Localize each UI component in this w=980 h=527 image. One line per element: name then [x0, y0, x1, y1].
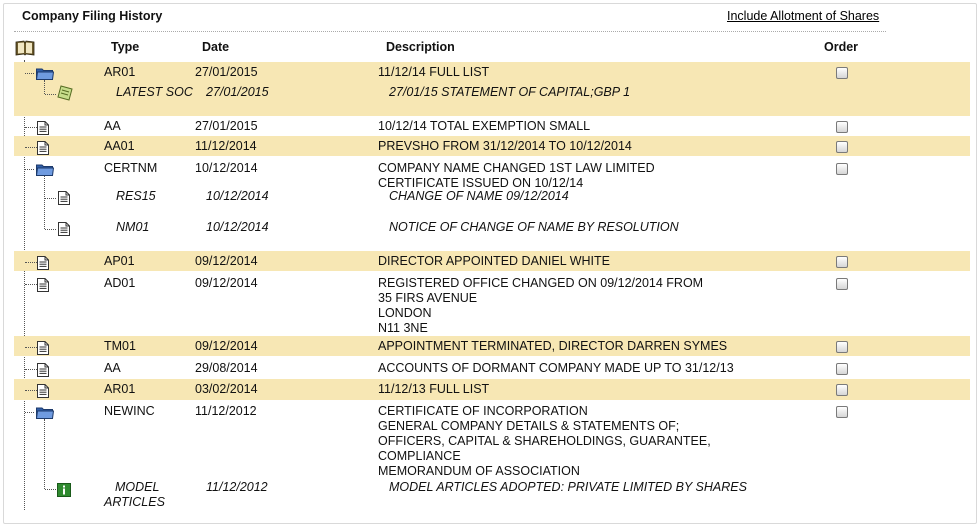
tree-branch-line	[25, 284, 37, 285]
document-icon[interactable]	[58, 222, 70, 236]
subtree-branch-line	[45, 229, 56, 230]
column-header-date[interactable]: Date	[202, 40, 230, 54]
child-filing-date: 10/12/2014	[206, 189, 269, 203]
filing-description: 10/12/14 TOTAL EXEMPTION SMALL	[378, 119, 591, 133]
filing-date: 27/01/2015	[195, 119, 258, 133]
child-filing-type: LATEST SOC	[116, 85, 193, 99]
column-header-type[interactable]: Type	[111, 40, 140, 54]
filing-date: 09/12/2014	[195, 276, 258, 290]
table-row[interactable]	[14, 379, 970, 400]
filing-date: 09/12/2014	[195, 254, 258, 268]
order-checkbox[interactable]	[836, 121, 848, 133]
filing-type: TM01	[104, 339, 136, 353]
filing-type: NEWINC	[104, 404, 155, 418]
document-icon[interactable]	[37, 121, 49, 135]
filing-type: AA	[104, 119, 121, 133]
child-filing-description: MODEL ARTICLES ADOPTED: PRIVATE LIMITED BY SHARES	[389, 480, 747, 494]
filing-date: 03/02/2014	[195, 382, 258, 396]
child-filing-type: RES15	[116, 189, 156, 203]
order-checkbox[interactable]	[836, 141, 848, 153]
filing-date: 10/12/2014	[195, 161, 258, 175]
subtree-line	[44, 80, 45, 94]
filing-type: AA01	[104, 139, 135, 153]
document-icon[interactable]	[37, 256, 49, 270]
filing-description: REGISTERED OFFICE CHANGED ON 09/12/2014 FROM 35 FIRS AVENUE LONDON N11 3NE	[378, 276, 704, 335]
filing-description: DIRECTOR APPOINTED DANIEL WHITE	[378, 254, 610, 268]
document-icon[interactable]	[37, 363, 49, 377]
filing-type: AD01	[104, 276, 136, 290]
tree-branch-line	[25, 169, 34, 170]
filing-date: 11/12/2014	[195, 139, 257, 153]
filing-type: AR01	[104, 382, 136, 396]
child-filing-date: 10/12/2014	[206, 220, 269, 234]
filing-date: 29/08/2014	[195, 361, 258, 375]
document-icon[interactable]	[37, 278, 49, 292]
tree-branch-line	[25, 73, 34, 74]
order-checkbox[interactable]	[836, 406, 848, 418]
subtree-branch-line	[45, 94, 56, 95]
page-title: Company Filing History	[22, 9, 163, 23]
filing-date: 27/01/2015	[195, 65, 258, 79]
subtree-line	[44, 419, 45, 489]
filing-type: AR01	[104, 65, 136, 79]
filing-date: 09/12/2014	[195, 339, 258, 353]
folder-icon[interactable]	[36, 406, 54, 419]
info-icon[interactable]	[57, 483, 71, 497]
filing-type: CERTNM	[104, 161, 158, 175]
tree-branch-line	[25, 262, 37, 263]
subtree-line	[44, 176, 45, 229]
filing-description: 11/12/14 FULL LIST	[378, 65, 490, 79]
order-checkbox[interactable]	[836, 363, 848, 375]
child-filing-date: 11/12/2012	[206, 480, 268, 494]
order-checkbox[interactable]	[836, 163, 848, 175]
document-icon[interactable]	[37, 141, 49, 155]
folder-icon[interactable]	[36, 163, 54, 176]
filing-type: AP01	[104, 254, 135, 268]
tree-branch-line	[25, 369, 37, 370]
child-filing-type: NM01	[116, 220, 150, 234]
tree-branch-line	[25, 127, 37, 128]
filing-description: 11/12/13 FULL LIST	[378, 382, 490, 396]
order-checkbox[interactable]	[836, 67, 848, 79]
filing-description: ACCOUNTS OF DORMANT COMPANY MADE UP TO 31/12/13	[378, 361, 734, 375]
child-filing-description: NOTICE OF CHANGE OF NAME BY RESOLUTION	[389, 220, 679, 234]
filing-description: PREVSHO FROM 31/12/2014 TO 10/12/2014	[378, 139, 632, 153]
child-filing-description: CHANGE OF NAME 09/12/2014	[389, 189, 569, 203]
folder-icon[interactable]	[36, 67, 54, 80]
column-header-order: Order	[824, 40, 859, 54]
document-icon[interactable]	[37, 384, 49, 398]
tree-branch-line	[25, 390, 37, 391]
filing-type: AA	[104, 361, 121, 375]
order-checkbox[interactable]	[836, 341, 848, 353]
order-checkbox[interactable]	[836, 278, 848, 290]
filing-date: 11/12/2012	[195, 404, 257, 418]
filing-description: CERTIFICATE OF INCORPORATION GENERAL COMPANY DETAILS & STATEMENTS OF; OFFICERS, CAPITAL & SHAREHOLDINGS, GUARANTEE, COMPLIANCE MEMORANDUM OF ASSOCIATION	[378, 404, 711, 478]
order-checkbox[interactable]	[836, 256, 848, 268]
filing-description: COMPANY NAME CHANGED 1ST LAW LIMITED CERTIFICATE ISSUED ON 10/12/14	[378, 161, 655, 190]
child-filing-type: MODEL ARTICLES	[104, 480, 165, 509]
document-icon[interactable]	[37, 341, 49, 355]
title-divider	[14, 31, 886, 32]
subtree-branch-line	[45, 489, 56, 490]
tree-branch-line	[25, 412, 34, 413]
column-header-description[interactable]: Description	[386, 40, 455, 54]
filing-description: APPOINTMENT TERMINATED, DIRECTOR DARREN SYMES	[378, 339, 728, 353]
tree-branch-line	[25, 147, 37, 148]
capital-icon[interactable]	[57, 85, 73, 101]
book-icon	[15, 40, 35, 56]
tree-branch-line	[25, 347, 37, 348]
document-icon[interactable]	[58, 191, 70, 205]
child-filing-date: 27/01/2015	[206, 85, 269, 99]
include-allotment-link[interactable]: Include Allotment of Shares	[727, 9, 880, 23]
order-checkbox[interactable]	[836, 384, 848, 396]
subtree-branch-line	[45, 198, 56, 199]
child-filing-description: 27/01/15 STATEMENT OF CAPITAL;GBP 1	[389, 85, 631, 99]
